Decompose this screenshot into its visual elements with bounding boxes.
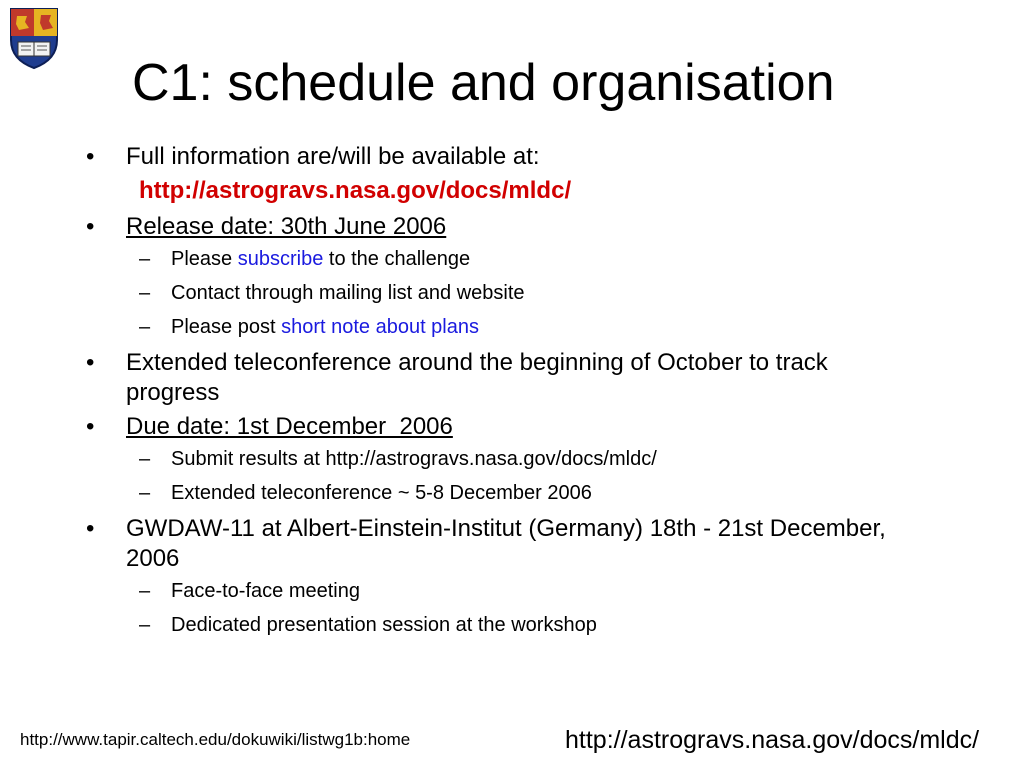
subbullet-marker: – [139, 282, 151, 304]
bullet-text: GWDAW-11 at Albert-Einstein-Institut (Germany) 18th - 21st December, 2006 [126, 515, 886, 572]
subbullet-text: Contact through mailing list and website [171, 282, 525, 304]
bullet-marker: • [86, 515, 95, 542]
footer-mldc-link[interactable]: http://astrogravs.nasa.gov/docs/mldc/ [565, 726, 980, 754]
university-crest-icon [8, 6, 60, 70]
subbullet-contact [84, 280, 914, 306]
bullet-marker: • [86, 349, 95, 376]
subbullet-text: Face-to-face meeting [171, 580, 360, 602]
subbullet-text-post: to the challenge [323, 248, 471, 270]
subbullet-marker: – [139, 614, 151, 636]
slide-title: C1: schedule and organisation [132, 54, 835, 112]
bullet-text: Full information are/will be available at: [126, 143, 540, 170]
bullet-info [84, 142, 914, 172]
bullet-list [84, 142, 914, 646]
subbullet-presentation [84, 612, 914, 638]
mldc-link[interactable]: http://astrogravs.nasa.gov/docs/mldc/ [139, 177, 572, 204]
subbullet-marker: – [139, 316, 151, 338]
subbullet-meeting [84, 578, 914, 604]
subbullet-submit [84, 446, 914, 472]
bullet-text: Release date: 30th June 2006 [126, 213, 447, 240]
subbullet-text: Extended teleconference ~ 5-8 December 2006 [171, 482, 592, 504]
subbullet-text-pre: Please post [171, 316, 282, 338]
subbullet-marker: – [139, 248, 151, 270]
subscribe-link[interactable]: subscribe [237, 248, 324, 270]
bullet-text: Extended teleconference around the beginning of October to track progress [126, 349, 828, 406]
subbullet-marker: – [139, 448, 151, 470]
subbullet-text-pre: Please [171, 248, 238, 270]
bullet-marker: • [86, 413, 95, 440]
short-note-link[interactable]: short note about plans [281, 316, 479, 338]
bullet-release-date [84, 212, 914, 242]
subbullet-text: Submit results at http://astrogravs.nasa.gov/docs/mldc/ [171, 448, 657, 470]
bullet-gwdaw [84, 514, 914, 574]
subbullet-marker: – [139, 482, 151, 504]
bullet-due-date [84, 412, 914, 442]
subbullet-text: Dedicated presentation session at the workshop [171, 614, 597, 636]
bullet-teleconference [84, 348, 914, 408]
bullet-marker: • [86, 213, 95, 240]
bullet-text: Due date: 1st December 2006 [126, 413, 453, 440]
subbullet-subscribe [84, 246, 914, 272]
footer-tapir-link[interactable]: http://www.tapir.caltech.edu/dokuwiki/listwg1b:home [20, 730, 411, 749]
subbullet-marker: – [139, 580, 151, 602]
bullet-marker: • [86, 143, 95, 170]
subbullet-post-note [84, 314, 914, 340]
bullet-info-url [84, 176, 914, 206]
subbullet-extended-teleconference [84, 480, 914, 506]
